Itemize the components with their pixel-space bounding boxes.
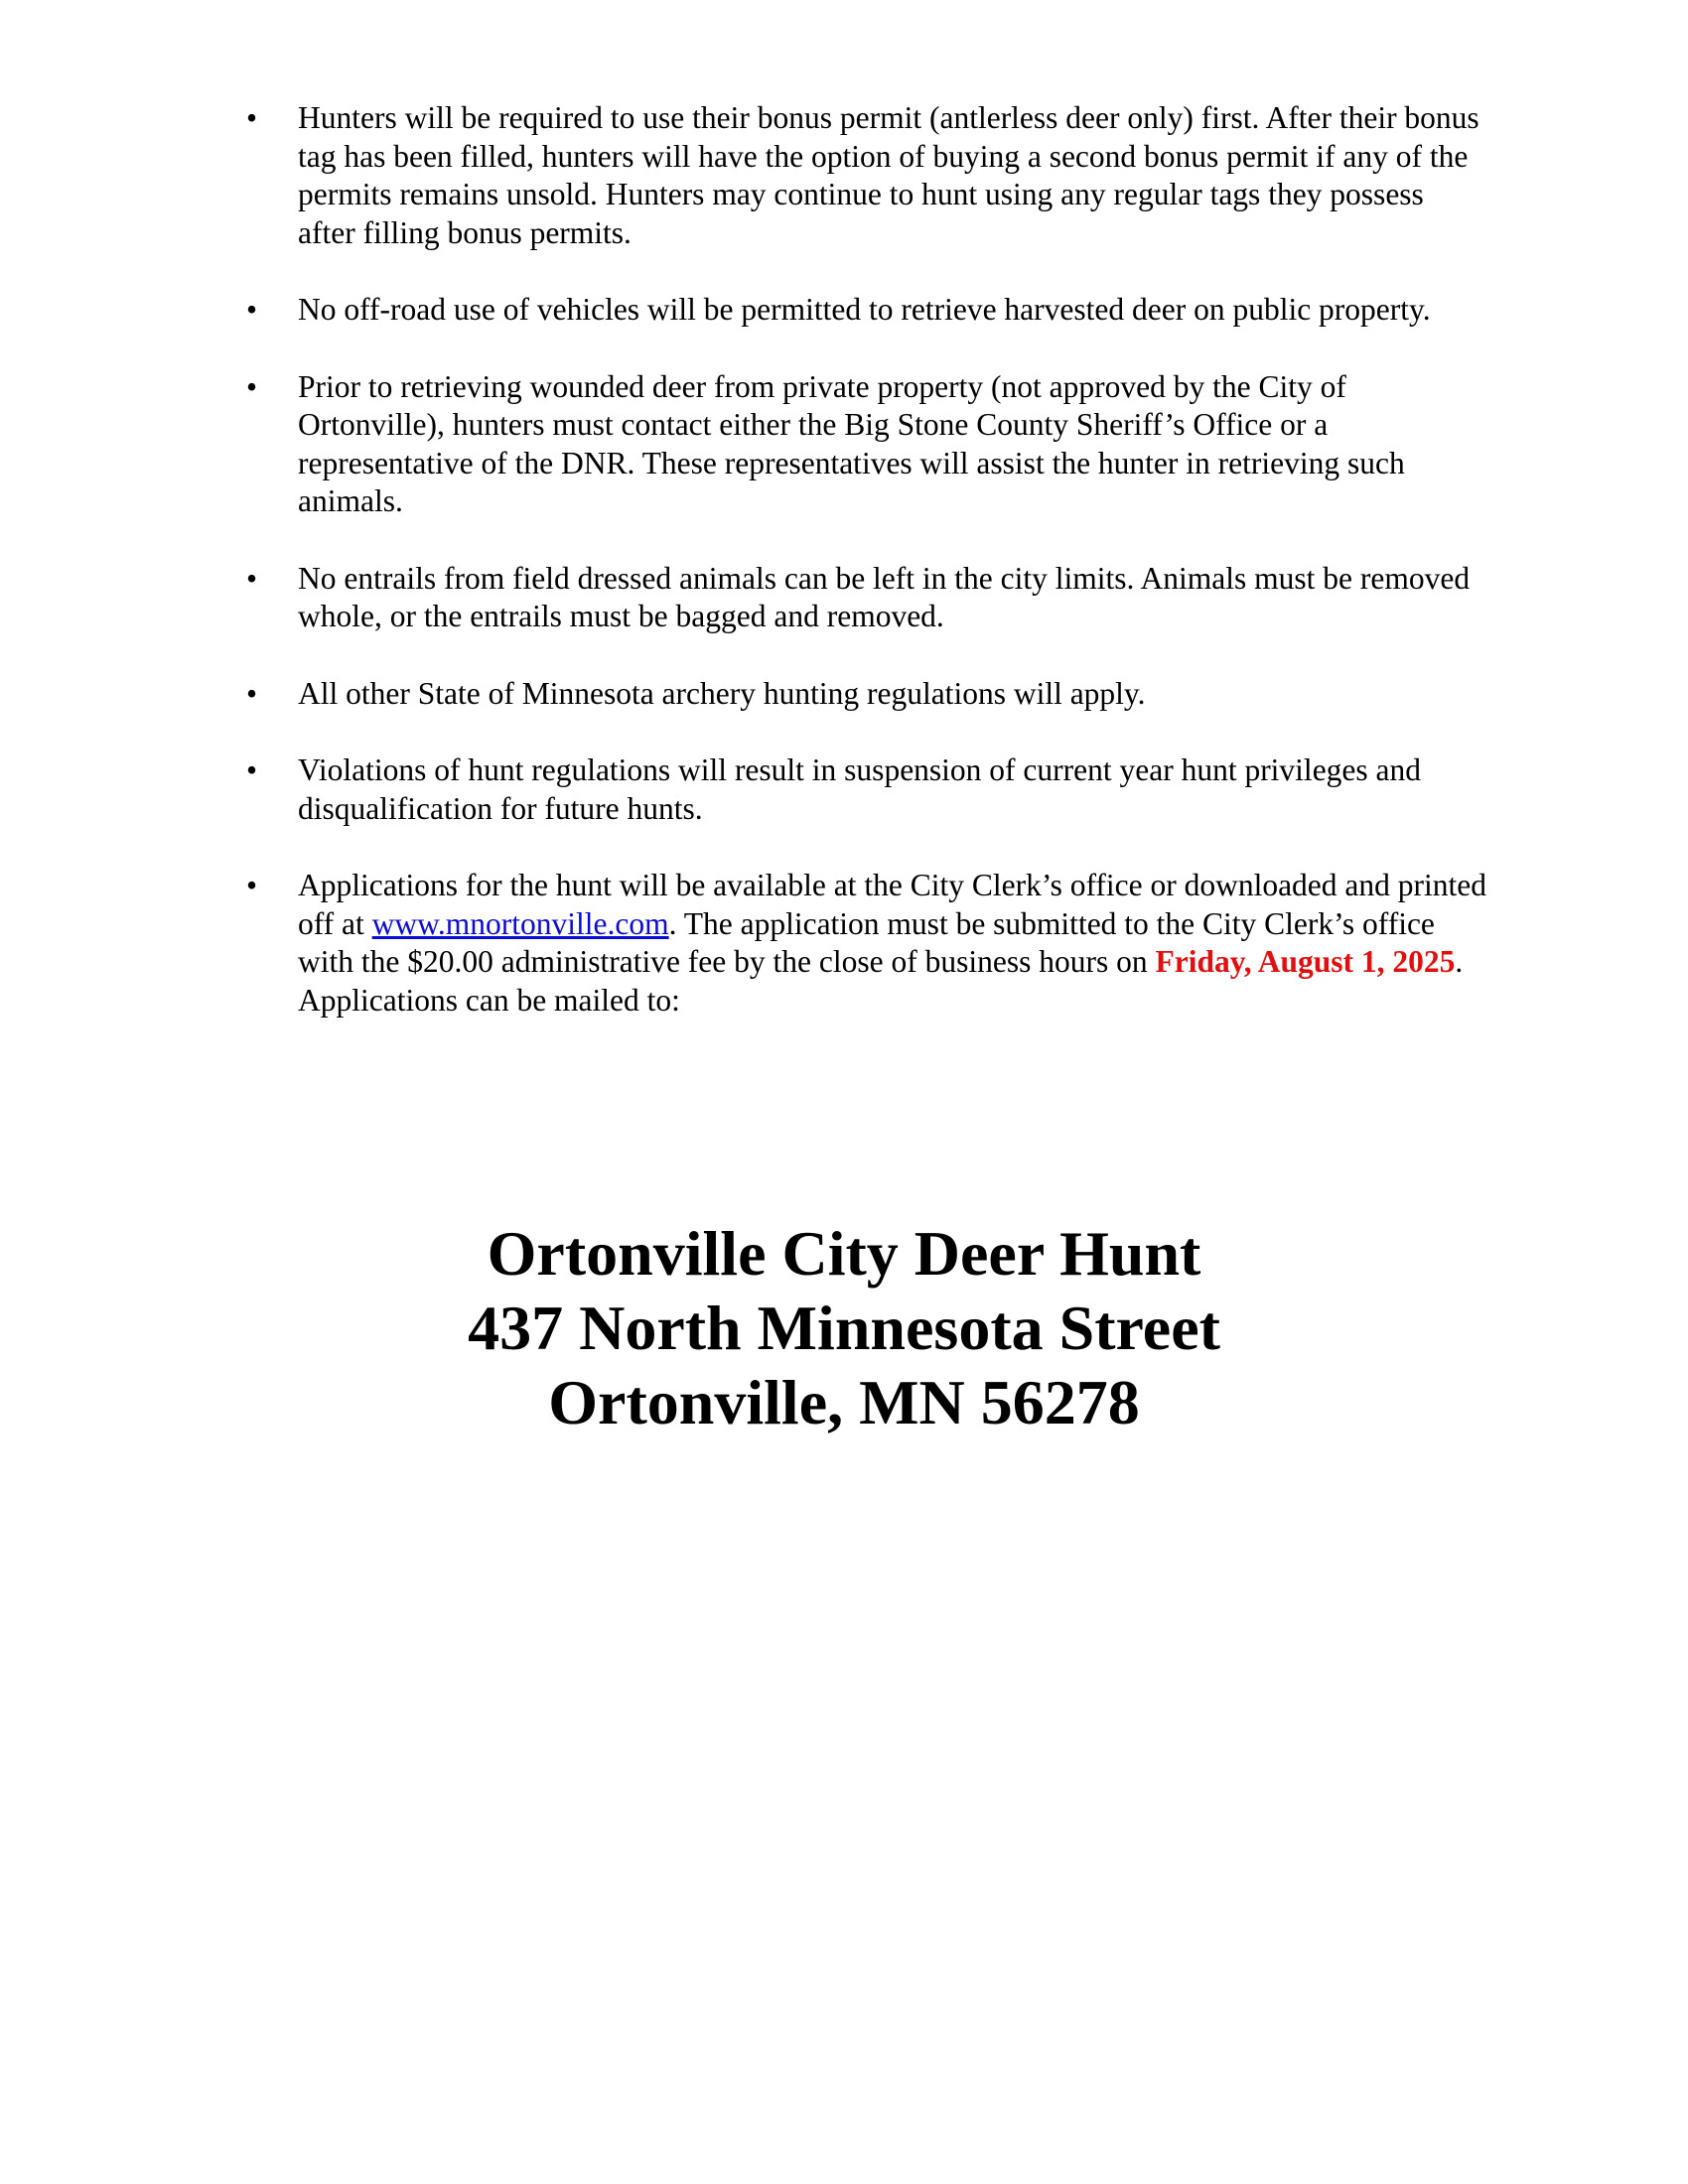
bullet-icon: •	[246, 100, 258, 135]
address-street: 437 North Minnesota Street	[468, 1293, 1220, 1363]
wounded-deer-rule: Prior to retrieving wounded deer from private property (not approved by the City of Ortonville), hunters must contact either the Big Stone County Sheriff’s Office or a representative of the DNR. These representatives will assist the hunter in retrieving such animals.	[298, 368, 1405, 518]
bullet-icon: •	[246, 292, 258, 327]
application-text-start: Applications for the hunt will be available at the City Clerk’s office or downloaded and printed off at	[298, 868, 1486, 941]
address-recipient: Ortonville City Deer Hunt	[487, 1218, 1201, 1289]
application-text-end: . Applications can be mailed to:	[298, 944, 1464, 1018]
list-item	[246, 675, 1487, 714]
deadline-date: Friday, August 1, 2025	[1155, 944, 1456, 979]
bullet-icon: •	[246, 752, 258, 787]
list-item	[246, 560, 1487, 636]
entrails-rule: No entrails from field dressed animals can be left in the city limits. Animals must be removed whole, or the entrails must be bagged and removed.	[298, 560, 1471, 633]
bullet-icon: •	[246, 368, 258, 404]
list-item	[246, 291, 1487, 330]
website-link[interactable]: www.mnortonville.com	[371, 905, 669, 941]
list-item	[246, 751, 1487, 828]
bullet-icon: •	[246, 868, 258, 902]
list-item	[246, 368, 1487, 521]
bonus-permit-rule: Hunters will be required to use their bonus permit (antlerless deer only) first. After their bonus tag has been filled, hunters will have the option of buying a second bonus permit if any of the permits remains unsold. Hunters may continue to hunt using any regular tags they possess after filling bonus permits.	[298, 100, 1479, 250]
application-text-middle: . The application must be submitted to the City Clerk’s office with the $20.00 administrative fee by the close of business hours on	[298, 905, 1435, 979]
mailing-address	[0, 1216, 1688, 1439]
list-item	[246, 867, 1487, 1020]
regulations-list	[246, 99, 1487, 1058]
address-city-state-zip: Ortonville, MN 56278	[548, 1367, 1140, 1437]
bullet-icon: •	[246, 675, 258, 711]
bullet-icon: •	[246, 560, 258, 596]
list-item	[246, 99, 1487, 252]
violations-rule: Violations of hunt regulations will result in suspension of current year hunt privileges and disqualification for future hunts.	[298, 752, 1422, 826]
vehicle-rule: No off-road use of vehicles will be permitted to retrieve harvested deer on public property.	[298, 292, 1431, 327]
state-regulations-rule: All other State of Minnesota archery hunting regulations will apply.	[298, 675, 1146, 711]
application-rule	[298, 867, 1487, 1020]
